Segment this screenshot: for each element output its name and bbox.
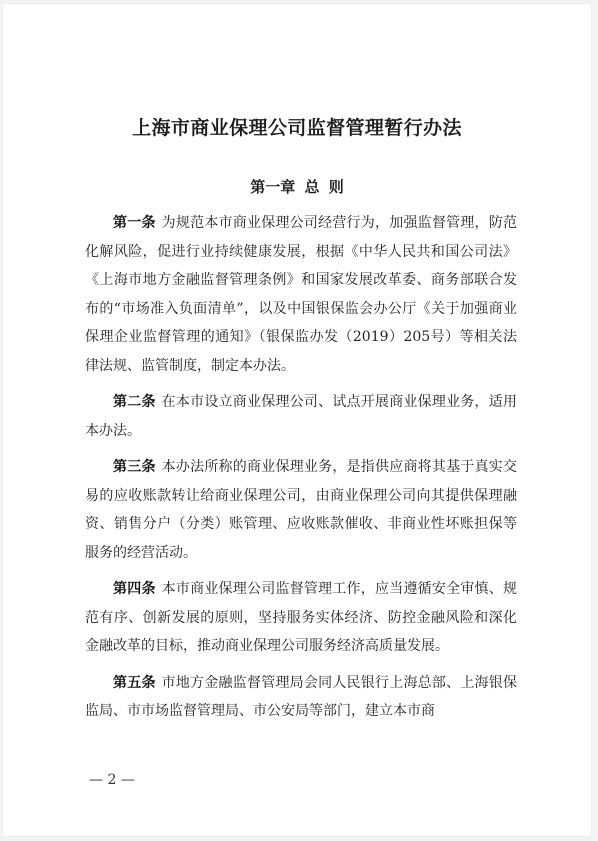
document-title: 上海市商业保理公司监督管理暂行办法: [132, 117, 462, 139]
article-number: 第五条: [113, 674, 156, 691]
page-number: — 2 —: [89, 772, 135, 788]
document-page: [3, 4, 591, 836]
article-3: [85, 453, 517, 567]
article-text: 为规范本市商业保理公司经营行为，加强监督管理，防范化解风险，促进行业持续健康发展，根据《中华人民共和国公司法》《上海市地方金融监督管理条例》和国家发展改革委、商务部联合发布的“市场准入负面清单”，以及中国银保监会办公厅《关于加强商业保理企业监督管理的通知》（银保监办发（2019）205号）等相关法律法规、监管制度，制定本办法。: [85, 215, 518, 374]
chapter-title: 第一章 总 则: [250, 178, 344, 196]
article-2: [85, 388, 517, 445]
article-4: [85, 575, 517, 661]
article-number: 第四条: [113, 581, 156, 597]
article-text: 市地方金融监督管理局会同人民银行上海总部、上海银保监局、市市场监督管理局、市公安局等部门，建立本市商: [85, 674, 518, 719]
article-text: 本办法所称的商业保理业务，是指供应商将其基于真实交易的应收账款转让给商业保理公司，由商业保理公司向其提供保理融资、销售分户（分类）账管理、应收账款催收、非商业性坏账担保等服务的经营活动。: [85, 459, 518, 561]
article-text: 本市商业保理公司监督管理工作，应当遵循安全审慎、规范有序、创新发展的原则，坚持服务实体经济、防控金融风险和深化金融改革的目标，推动商业保理公司服务经济高质量发展。: [85, 581, 518, 654]
document-body: [85, 209, 517, 726]
article-number: 第二条: [113, 394, 156, 410]
article-number: 第一条: [113, 215, 156, 231]
article-5: [85, 669, 517, 726]
article-number: 第三条: [113, 459, 156, 475]
article-text: 在本市设立商业保理公司、试点开展商业保理业务，适用本办法。: [85, 394, 518, 439]
article-1: [85, 209, 517, 380]
